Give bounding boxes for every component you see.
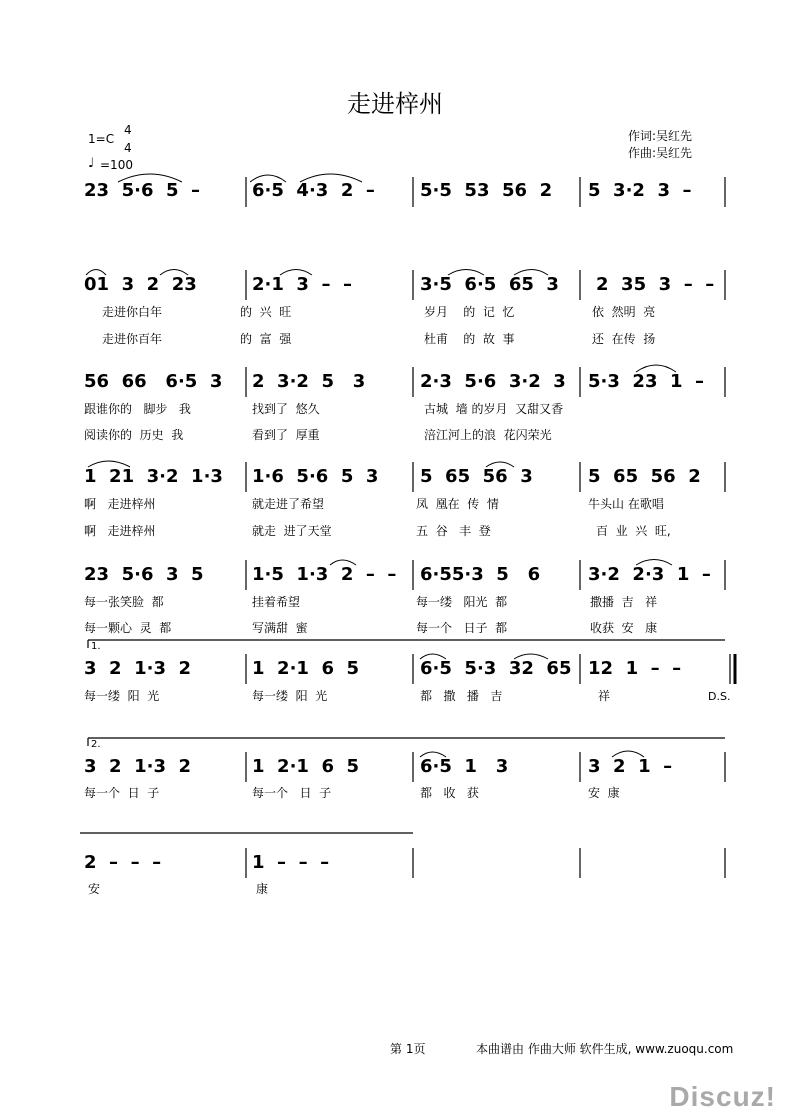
time-signature-top: 4 <box>124 123 132 137</box>
row4-bar3: 5 65 56 3 <box>420 466 533 487</box>
row6-lyric-bar3: 都 撒 播 吉 <box>420 689 503 703</box>
row5-lyric2-bar2: 写满甜 蜜 <box>252 621 308 635</box>
row6-bar2: 1 2·1 6 5 <box>252 658 360 679</box>
row2-lyric2-bar3: 杜甫 的 故 事 <box>424 332 515 346</box>
row5-lyric1-bar3: 每一缕 阳光 都 <box>416 595 508 609</box>
row3-lyric1-bar2: 找到了 悠久 <box>252 402 320 416</box>
row8-lyric-bar1: 安 <box>88 882 101 896</box>
key-signature: 1=C <box>88 132 115 146</box>
row5-lyric1-bar4: 撒播 吉 祥 <box>590 595 658 609</box>
tempo-note-icon: ♩ <box>88 156 95 171</box>
row5-bar4: 3·2 2·3 1 – <box>588 564 711 585</box>
row5-bar2: 1·5 1·3 2 – – <box>252 564 397 585</box>
row2-bar4: 2 35 3 – – <box>596 274 715 295</box>
row1-bar3: 5·5 53 56 2 <box>420 180 553 201</box>
row5-lyric2-bar4: 收获 安 康 <box>590 621 658 635</box>
row1-bar2: 6·5 4·3 2 – <box>252 180 375 201</box>
lyricist-credit: 作词:吴红先 <box>628 129 693 143</box>
row2-lyric1-bar3: 岁月 的 记 忆 <box>424 305 515 319</box>
row4-bar2: 1·6 5·6 5 3 <box>252 466 379 487</box>
row4-lyric2-bar3: 五 谷 丰 登 <box>416 524 491 538</box>
row6-lyric-bar2: 每一缕 阳 光 <box>252 689 328 703</box>
page-title: 走进梓州 <box>347 90 443 118</box>
row2-lyric1-bar1: 走进你白年 <box>102 305 163 319</box>
row7-bar2: 1 2·1 6 5 <box>252 756 360 777</box>
row4-lyric1-bar1: 啊 走进梓州 <box>84 497 156 511</box>
row3-lyric2-bar1: 阅读你的 历史 我 <box>84 428 184 442</box>
row2-bar1: 01 3 2 23 <box>84 274 197 295</box>
row2-lyric2-bar1: 走进你百年 <box>102 332 163 346</box>
row6-bar1: 3 2 1·3 2 <box>84 658 192 679</box>
volta-2-label: 2. <box>91 739 101 750</box>
row2-lyric1-bar4: 依 然明 亮 <box>592 305 656 319</box>
forum-watermark: Discuz! <box>669 1081 776 1112</box>
row7-lyric-bar1: 每一个 日 子 <box>84 786 160 800</box>
row7-bar1: 3 2 1·3 2 <box>84 756 192 777</box>
row3-lyric2-bar3: 涪江河上的浪 花闪荣光 <box>424 428 552 442</box>
row4-bar1: 1 21 3·2 1·3 <box>84 466 223 487</box>
row3-bar4: 5·3 23 1 – <box>588 371 705 392</box>
row3-lyric2-bar2: 看到了 厚重 <box>252 428 320 442</box>
row4-lyric1-bar2: 就走进了希望 <box>252 497 325 511</box>
row7-bar3: 6·5 1 3 <box>420 756 509 777</box>
row5-bar3: 6·55·3 5 6 <box>420 564 541 585</box>
row4-lyric2-bar2: 就走 进了天堂 <box>252 524 332 538</box>
page-number: 第 1页 <box>390 1042 426 1056</box>
volta-1-label: 1. <box>91 641 101 652</box>
row6-bar4: 12 1 – – <box>588 658 682 679</box>
row6-bar3: 6·5 5·3 32 65 <box>420 658 572 679</box>
row4-lyric1-bar3: 凤 凰在 传 情 <box>416 497 499 511</box>
row2-lyric2-bar2: 的 富 强 <box>240 332 292 346</box>
row2-bar2: 2·1 3 – – <box>252 274 353 295</box>
row5-lyric1-bar2: 挂着希望 <box>252 595 301 609</box>
row2-bar3: 3·5 6·5 65 3 <box>420 274 559 295</box>
generator-note: 本曲谱由 作曲大师 软件生成, www.zuoqu.com <box>476 1042 734 1056</box>
row5-lyric2-bar1: 每一颗心 灵 都 <box>84 621 172 635</box>
row4-bar4: 5 65 56 2 <box>588 466 701 487</box>
row1-bar4: 5 3·2 3 – <box>588 180 692 201</box>
row3-lyric1-bar1: 跟谁你的 脚步 我 <box>84 402 191 416</box>
row5-bar1: 23 5·6 3 5 <box>84 564 204 585</box>
row4-lyric2-bar4: 百 业 兴 旺, <box>596 524 671 538</box>
row1-bar1: 23 5·6 5 – <box>84 180 201 201</box>
row4-lyric1-bar4: 牛头山 在歌唱 <box>588 497 664 511</box>
row3-bar1: 56 66 6·5 3 <box>84 371 223 392</box>
row7-lyric-bar3: 都 收 获 <box>420 786 479 800</box>
row8-bar2: 1 – – – <box>252 852 330 873</box>
row7-lyric-bar4: 安 康 <box>588 786 620 800</box>
ds-mark: D.S. <box>708 690 731 703</box>
row5-lyric1-bar1: 每一张笑脸 都 <box>84 595 164 609</box>
row6-lyric-bar1: 每一缕 阳 光 <box>84 689 160 703</box>
row3-bar3: 2·3 5·6 3·2 3 <box>420 371 566 392</box>
composer-credit: 作曲:吴红先 <box>628 146 693 160</box>
tempo: =100 <box>100 158 133 172</box>
row3-bar2: 2 3·2 5 3 <box>252 371 366 392</box>
row3-lyric1-bar3: 古城 墙 的岁月 又甜又香 <box>424 402 564 416</box>
row4-lyric2-bar1: 啊 走进梓州 <box>84 524 156 538</box>
row7-lyric-bar2: 每一个 日 子 <box>252 786 332 800</box>
row8-lyric-bar2: 康 <box>256 882 269 896</box>
row2-lyric1-bar2: 的 兴 旺 <box>240 305 292 319</box>
time-signature-bottom: 4 <box>124 141 132 155</box>
row2-lyric2-bar4: 还 在传 扬 <box>592 332 656 346</box>
row7-bar4: 3 2 1 – <box>588 756 673 777</box>
row8-bar1: 2 – – – <box>84 852 162 873</box>
row6-lyric-bar4: 祥 <box>598 689 611 703</box>
row5-lyric2-bar3: 每一个 日子 都 <box>416 621 508 635</box>
